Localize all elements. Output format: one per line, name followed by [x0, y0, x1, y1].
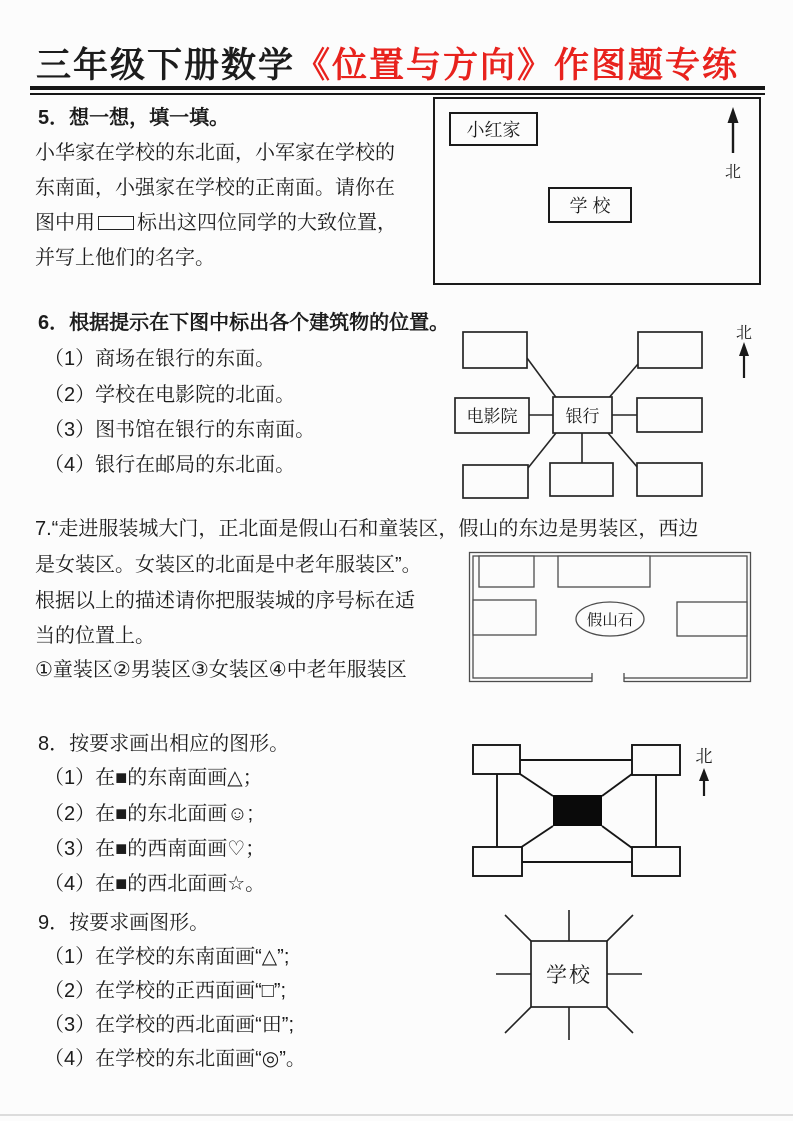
q8-north-label: 北	[695, 747, 713, 766]
blank-box-inline	[98, 216, 134, 230]
q6-item: （1）商场在银行的东面。	[44, 348, 276, 370]
q8-blank-box-bottom-left	[473, 847, 522, 876]
q6-blank-box-bottom-center	[550, 463, 613, 496]
q7-rockery-label: 假山石	[586, 612, 634, 629]
q5-map-frame	[433, 97, 761, 285]
q6-buildings-diagram	[440, 318, 772, 508]
q6-bank-label: 银行	[565, 407, 600, 426]
q5-text-line: 小华家在学校的东北面，小军家在学校的	[35, 142, 395, 164]
q8-heading: 8．按要求画出相应的图形。	[38, 733, 290, 755]
q6-blank-box-bottom-right	[637, 463, 702, 496]
q7-text-line: 7.“走进服装城大门，正北面是假山石和童装区，假山的东边是男装区，西边	[35, 518, 699, 540]
q6-item: （4）银行在邮局的东北面。	[44, 454, 296, 476]
q5-text-line: 东南面，小强家在学校的正南面。请你在	[35, 177, 395, 199]
q7-area-box-right	[677, 602, 747, 636]
q6-item: （3）图书馆在银行的东南面。	[44, 419, 316, 441]
q8-blank-box-bottom-right	[632, 847, 680, 876]
page-title-red: 《位置与方向》作图题专练	[295, 46, 740, 85]
q8-item: （4）在■的西北面画☆。	[44, 873, 266, 895]
q8-item: （2）在■的东北面画☺;	[44, 803, 254, 825]
q7-text-line: 当的位置上。	[35, 625, 155, 647]
page-title-black: 三年级下册数学	[36, 46, 296, 85]
q7-area-box-top-center	[558, 556, 650, 587]
q6-blank-box-bottom-left	[463, 465, 528, 498]
q9-item: （1）在学校的东南面画“△”;	[44, 946, 290, 968]
q9-school-label: 学校	[546, 964, 592, 987]
q9-item: （3）在学校的西北面画“田”;	[44, 1014, 294, 1036]
q9-item: （4）在学校的东北面画“◎”。	[44, 1048, 306, 1070]
q5-text-line: 并写上他们的名字。	[35, 247, 215, 269]
q7-entrance-gap	[592, 671, 624, 684]
q7-area-box-top-left	[479, 556, 534, 587]
q9-school-diagram	[490, 903, 720, 1048]
q7-clothing-mall-plan	[468, 551, 752, 685]
page-title	[36, 38, 739, 88]
q6-item: （2）学校在电影院的北面。	[44, 384, 296, 406]
q5-school-box: 学 校	[548, 187, 632, 223]
q8-item: （1）在■的东南面画△；	[44, 767, 263, 789]
q9-heading: 9．按要求画图形。	[38, 912, 210, 934]
q6-blank-box-right	[637, 398, 702, 432]
q6-heading: 6．根据提示在下图中标出各个建筑物的位置。	[38, 312, 450, 334]
q5-text-line	[35, 206, 397, 235]
north-arrow-icon	[699, 768, 709, 796]
q7-area-box-left	[473, 600, 536, 635]
q9-item: （2）在学校的正西面画“□”;	[44, 980, 287, 1002]
q5-line3-post: 标出这四位同学的大致位置，	[137, 212, 397, 234]
title-underline	[30, 86, 765, 95]
page-bottom-divider	[0, 1114, 793, 1116]
q8-black-square	[553, 795, 602, 826]
q8-item: （3）在■的西南面画♡；	[44, 838, 266, 860]
q6-cinema-label: 电影院	[466, 407, 518, 426]
q7-text-line: 根据以上的描述请你把服装城的序号标在适	[35, 590, 415, 612]
q7-legend-line: ①童装区②男装区③女装区④中老年服装区	[35, 659, 407, 681]
north-arrow-icon	[739, 342, 749, 378]
q7-text-line: 是女装区。女装区的北面是中老年服装区”。	[35, 554, 422, 576]
q5-line3-pre: 图中用	[35, 212, 95, 234]
q8-blank-box-top-left	[473, 745, 520, 774]
q6-north-label: 北	[735, 325, 753, 342]
north-arrow-icon	[718, 105, 748, 157]
q6-blank-box-top-left	[463, 332, 527, 368]
q5-heading: 5．想一想，填一填。	[38, 107, 230, 129]
q8-shapes-diagram	[460, 736, 722, 886]
q5-home-box: 小红家	[449, 112, 538, 146]
q8-blank-box-top-right	[632, 745, 680, 775]
q5-north-label: 北	[725, 164, 742, 181]
q6-blank-box-top-right	[638, 332, 702, 368]
